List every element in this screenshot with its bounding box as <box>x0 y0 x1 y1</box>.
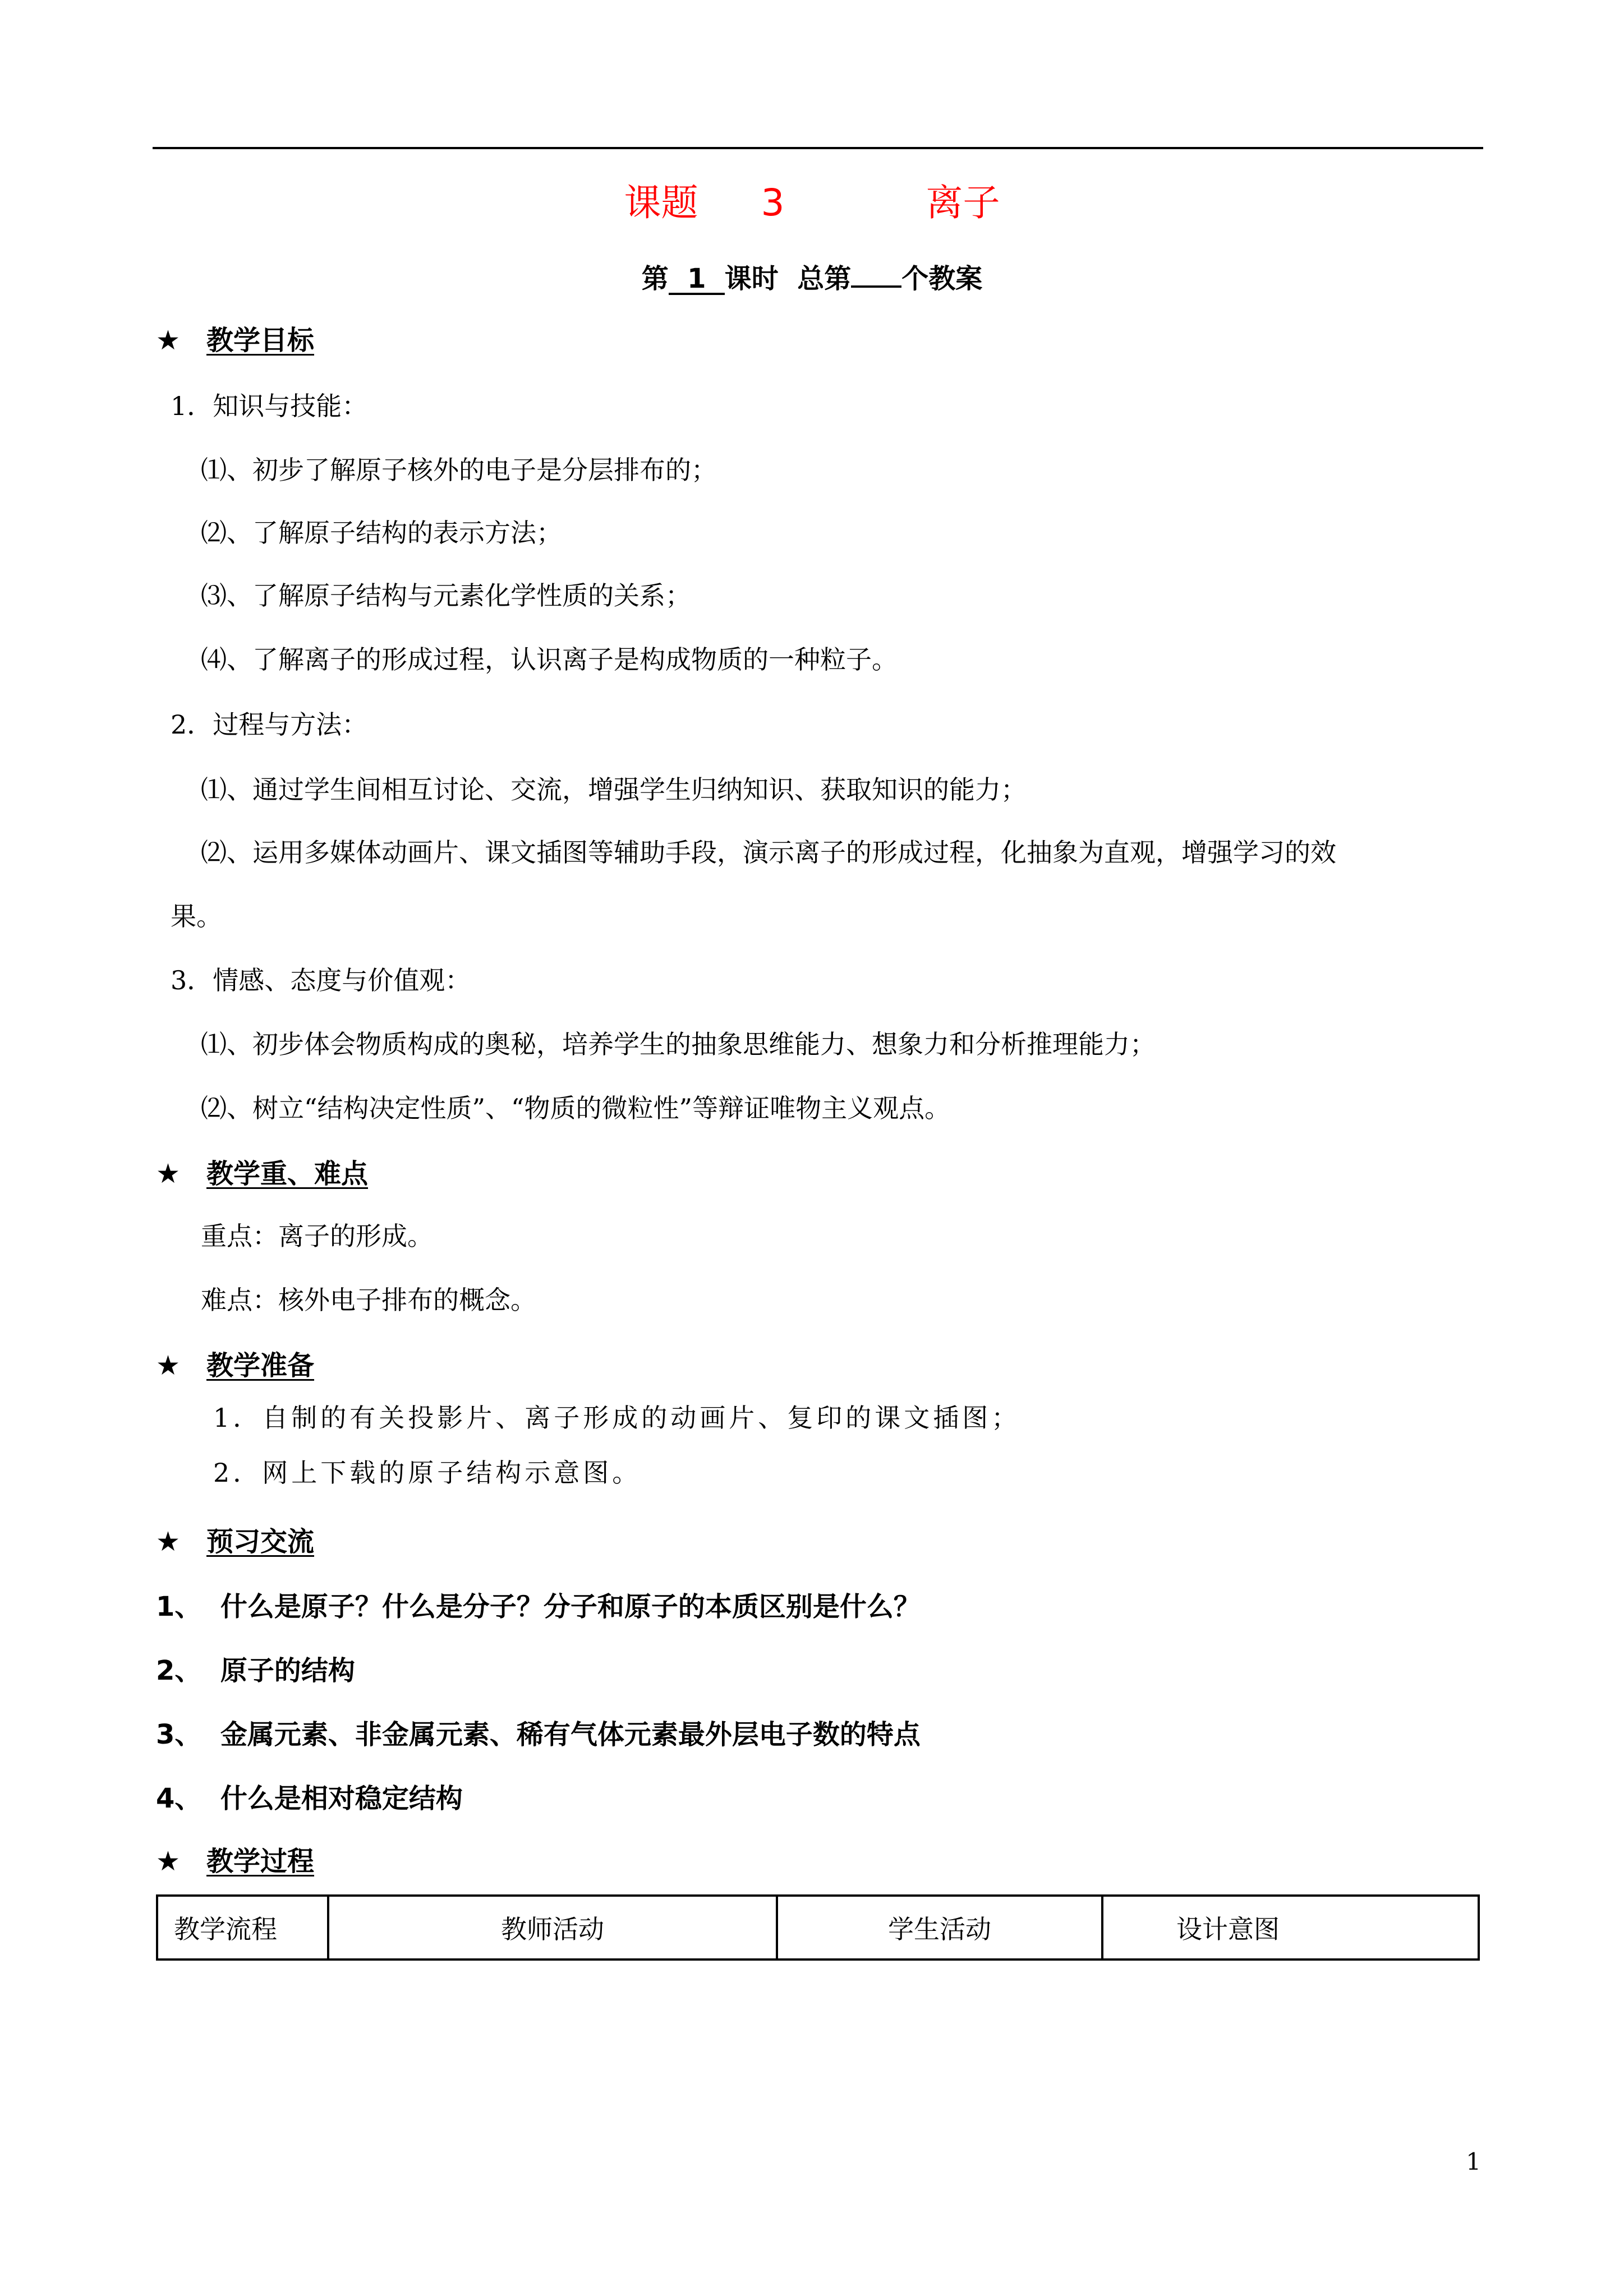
star-icon: ★ <box>156 1350 181 1381</box>
goal-item: ⑴、初步了解原子核外的电子是分层排布的； <box>201 455 717 485</box>
star-icon: ★ <box>156 1846 181 1877</box>
prep-item: 1．自制的有关投影片、离子形成的动画片、复印的课文插图； <box>213 1403 1021 1433</box>
key-point: 重点：离子的形成。 <box>201 1221 433 1251</box>
goal-item: ⑵、了解原子结构的表示方法； <box>201 518 562 548</box>
preview-question: 2、 原子的结构 <box>156 1655 355 1686</box>
header-rule <box>153 147 1483 149</box>
goal-item: ⑶、了解原子结构与元素化学性质的关系； <box>201 580 691 611</box>
title-name: 离子 <box>926 181 1000 224</box>
goal-category-1: 1．知识与技能： <box>171 391 368 421</box>
table-header-cell: 教学流程 <box>157 1896 328 1960</box>
table-header-cell: 设计意图 <box>1102 1896 1479 1960</box>
table-header-cell: 学生活动 <box>777 1896 1102 1960</box>
title-number: 3 <box>761 181 785 224</box>
section-title: 教学目标 <box>206 325 315 356</box>
section-title: 教学重、难点 <box>206 1158 369 1190</box>
section-title: 教学过程 <box>206 1846 315 1877</box>
preview-question: 3、 金属元素、非金属元素、稀有气体元素最外层电子数的特点 <box>156 1719 921 1750</box>
table-header-cell: 教师活动 <box>328 1896 777 1960</box>
subtitle-text-1: 第 <box>641 263 669 294</box>
goal-category-3: 3．情感、态度与价值观： <box>171 965 471 995</box>
subtitle-text-3: 个教案 <box>901 263 983 294</box>
goal-item: ⑵、运用多媒体动画片、课文插图等辅助手段，演示离子的形成过程，化抽象为直观，增强学习的效 <box>201 837 1336 868</box>
preview-question: 4、 什么是相对稳定结构 <box>156 1783 463 1814</box>
star-icon: ★ <box>156 1158 181 1190</box>
section-heading-goals <box>156 319 314 357</box>
goal-item: ⑴、通过学生间相互讨论、交流，增强学生归纳知识、获取知识的能力； <box>201 774 1027 805</box>
goal-item: ⑷、了解离子的形成过程，认识离子是构成物质的一种粒子。 <box>201 644 898 675</box>
prep-item: 2．网上下载的原子结构示意图。 <box>213 1458 642 1488</box>
lesson-number-blank: 1 <box>669 265 725 295</box>
table-header-row <box>157 1896 1479 1960</box>
section-heading-keypoints <box>156 1152 368 1191</box>
section-heading-preview <box>156 1520 314 1559</box>
star-icon: ★ <box>156 1526 181 1557</box>
goal-item-continuation: 果。 <box>171 901 222 932</box>
subtitle-text-2: 课时 总第 <box>724 263 852 294</box>
goal-category-2: 2．过程与方法： <box>171 709 368 740</box>
section-heading-process <box>156 1839 314 1878</box>
section-title: 教学准备 <box>206 1350 315 1381</box>
difficult-point: 难点：核外电子排布的概念。 <box>201 1285 536 1315</box>
teaching-process-table <box>156 1894 1480 1961</box>
lesson-title <box>0 173 1624 226</box>
goal-item: ⑵、树立“结构决定性质”、“物质的微粒性”等辩证唯物主义观点。 <box>201 1093 951 1123</box>
lesson-subtitle <box>0 257 1624 296</box>
section-title: 预习交流 <box>206 1526 315 1557</box>
star-icon: ★ <box>156 325 181 356</box>
page-number: 1 <box>1466 2148 1481 2175</box>
title-prefix: 课题 <box>624 181 698 224</box>
total-number-blank <box>851 285 901 288</box>
section-heading-prep <box>156 1344 314 1382</box>
goal-item: ⑴、初步体会物质构成的奥秘，培养学生的抽象思维能力、想象力和分析推理能力； <box>201 1029 1156 1059</box>
preview-question: 1、 什么是原子？什么是分子？分子和原子的本质区别是什么？ <box>156 1591 921 1622</box>
